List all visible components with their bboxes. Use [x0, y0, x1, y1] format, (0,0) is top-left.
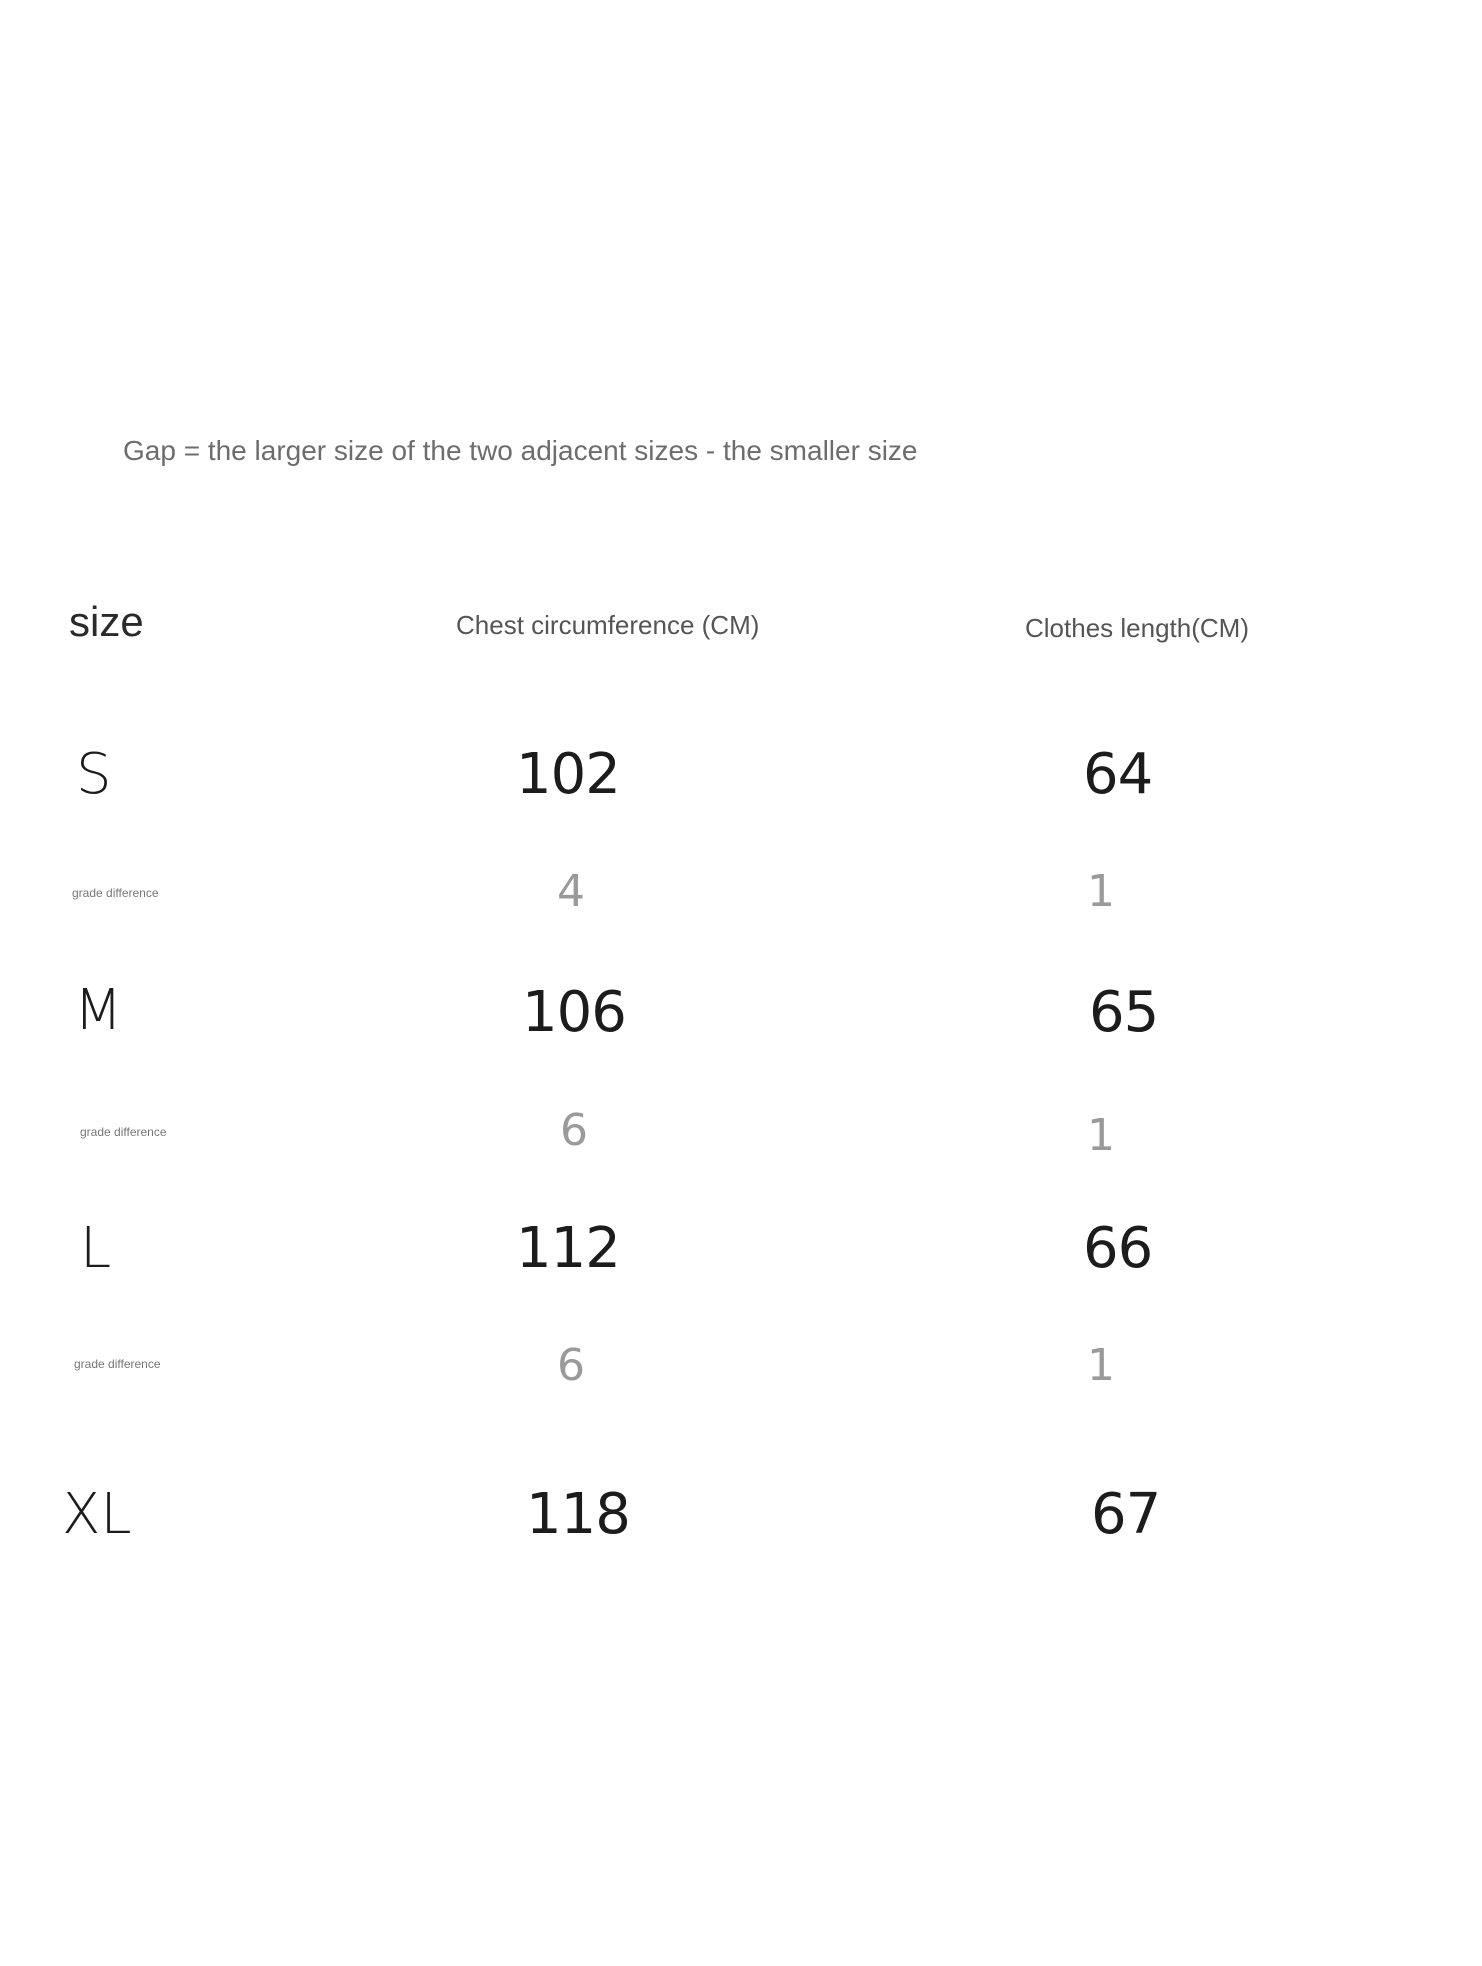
length-value-s: 64 — [1083, 742, 1153, 807]
length-value-m: 65 — [1089, 980, 1159, 1045]
grade-difference-label-1: grade difference — [72, 886, 159, 900]
length-difference-1: 1 — [1087, 866, 1115, 917]
chest-value-xl: 118 — [526, 1482, 630, 1547]
grade-difference-label-3: grade difference — [74, 1357, 161, 1371]
length-difference-2: 1 — [1087, 1110, 1115, 1161]
chest-value-m: 106 — [522, 980, 626, 1045]
gap-formula-note: Gap = the larger size of the two adjacent sizes - the smaller size — [123, 435, 918, 466]
header-size: size — [69, 598, 144, 645]
size-label-s: S — [76, 742, 112, 807]
chest-difference-1: 4 — [557, 866, 585, 917]
header-chest-circumference: Chest circumference (CM) — [456, 610, 760, 640]
size-label-xl: XL — [62, 1482, 132, 1547]
header-clothes-length: Clothes length(CM) — [1025, 613, 1249, 643]
length-value-xl: 67 — [1091, 1482, 1161, 1547]
size-label-m: M — [74, 978, 123, 1043]
length-value-l: 66 — [1083, 1216, 1153, 1281]
chest-value-s: 102 — [516, 742, 620, 807]
chest-value-l: 112 — [516, 1216, 620, 1281]
length-difference-3: 1 — [1087, 1340, 1115, 1391]
chest-difference-3: 6 — [557, 1340, 585, 1391]
chest-difference-2: 6 — [560, 1105, 588, 1156]
grade-difference-label-2: grade difference — [80, 1125, 167, 1139]
size-label-l: L — [80, 1216, 112, 1281]
